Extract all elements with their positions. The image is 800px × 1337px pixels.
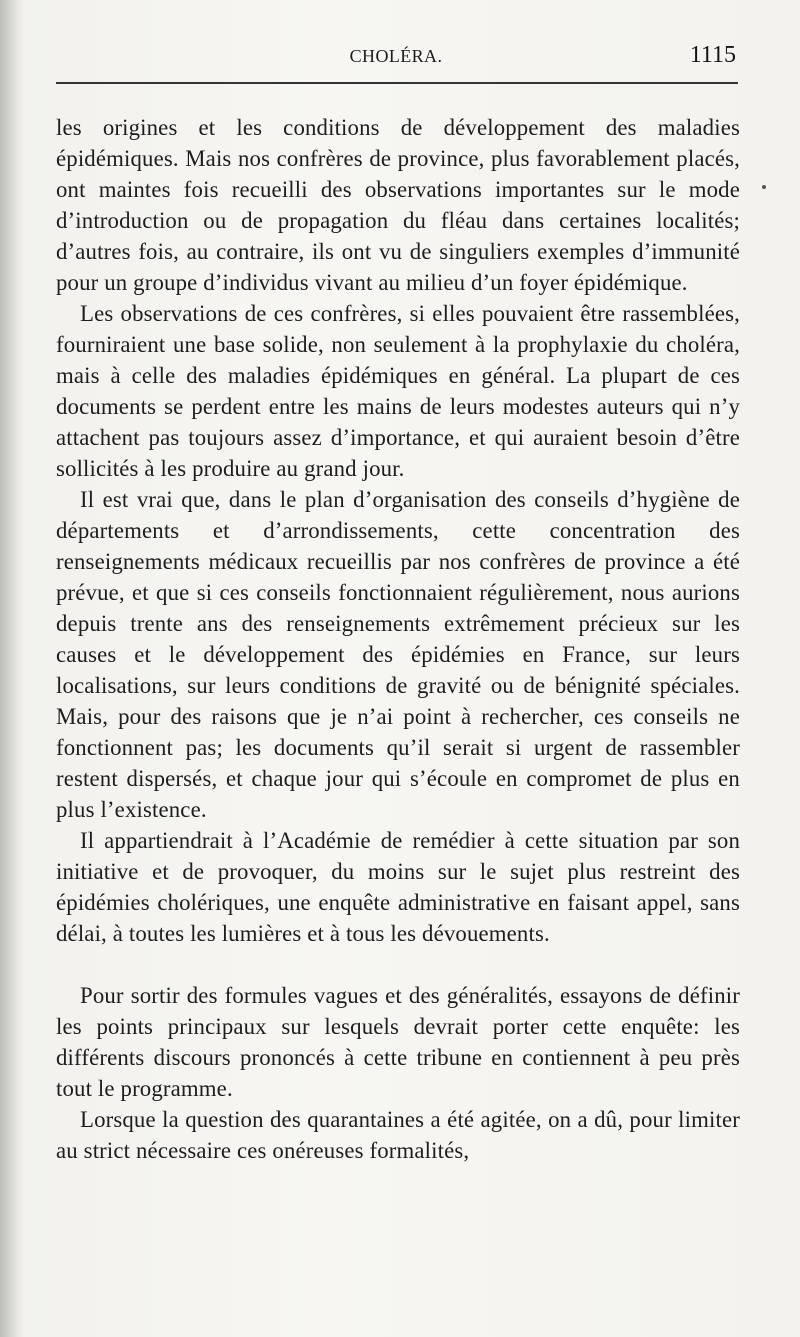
body-text — [56, 112, 740, 1166]
margin-mark — [762, 185, 766, 189]
page-header — [56, 42, 736, 80]
header-rule — [56, 82, 738, 84]
running-head: CHOLÉRA. — [349, 46, 443, 66]
paragraph-5: Pour sortir des formules vagues et des généralités, essayons de définir les points principaux sur lesquels devrait porter cette enquête: les différents discours prononcés à cette tribune en contiennent à peu près tout le programme. — [56, 983, 740, 1101]
paragraph-3: Il est vrai que, dans le plan d’organisation des conseils d’hygiène de départements et d’arrondissements, cette concentration des renseignements médicaux recueillis par nos confrères de province a été prévue, et que si ces conseils fonctionnaient régulièrement, nous aurions depuis trente ans des renseignements extrêmement précieux sur les causes et le développement des épidémies en France, sur leurs localisations, sur leurs conditions de gravité ou de bénignité spéciales. Mais, pour des raisons que je n’ai point à rechercher, ces conseils ne fonctionnent pas; les documents qu’il serait si urgent de rassembler restent dispersés, et chaque jour qui s’écoule en compromet de plus en plus l’existence. — [56, 487, 740, 822]
paragraph-4: Il appartiendrait à l’Académie de remédier à cette situation par son initiative et de provoquer, du moins sur le sujet plus restreint des épidémies cholériques, une enquête administrative en faisant appel, sans délai, à toutes les lumières et à tous les dévouements. — [56, 828, 740, 946]
paragraph-2: Les observations de ces confrères, si elles pouvaient être rassemblées, fourniraient une base solide, non seulement à la prophylaxie du choléra, mais à celle des maladies épidémiques en général. La plupart de ces documents se perdent entre les mains de leurs modestes auteurs qui n’y attachent pas toujours assez d’importance, et qui auraient besoin d’être sollicités à les produire au grand jour. — [56, 301, 740, 481]
paragraph-6: Lorsque la question des quarantaines a été agitée, on a dû, pour limiter au strict nécessaire ces onéreuses formalités, — [56, 1107, 740, 1163]
paragraph-1: les origines et les conditions de développement des maladies épidémiques. Mais nos confrères de province, plus favorablement placés, ont maintes fois recueilli des observations importantes sur le mode d’introduction ou de propagation du fléau dans certaines localités; d’autres fois, au contraire, ils ont vu de singuliers exemples d’immunité pour un groupe d’individus vivant au milieu d’un foyer épidémique. — [56, 115, 740, 295]
page-number: 1115 — [689, 42, 736, 68]
page-edge-shadow — [0, 0, 24, 1337]
